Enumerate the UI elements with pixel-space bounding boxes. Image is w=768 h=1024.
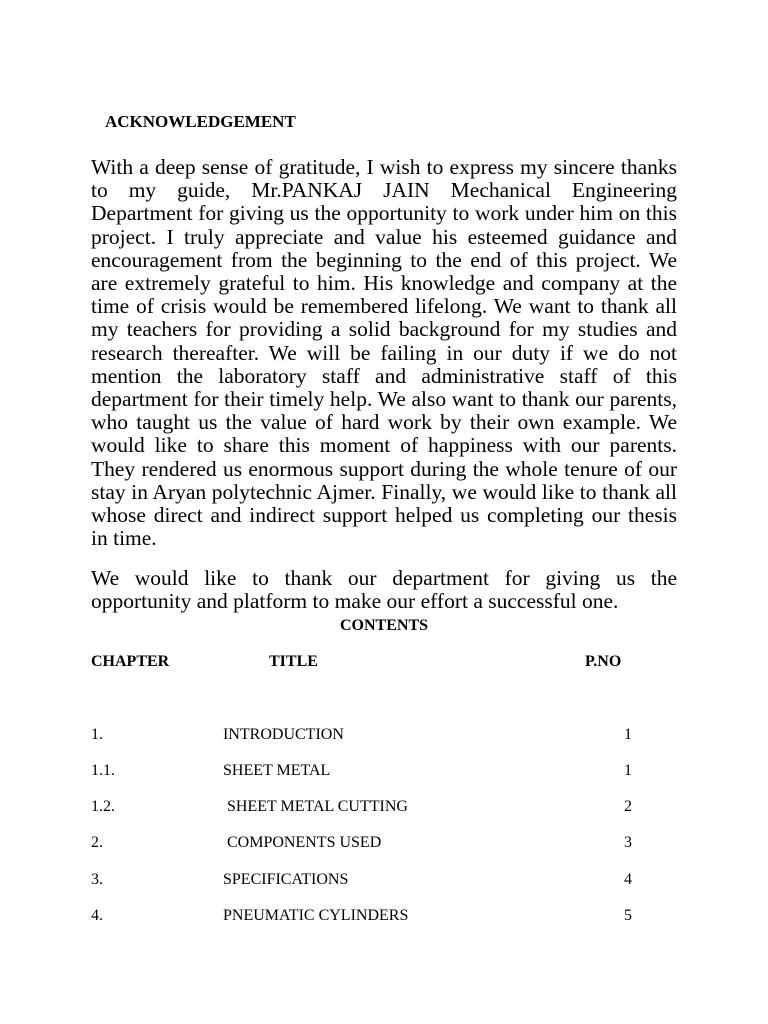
toc-page-number: 5 (624, 907, 632, 924)
toc-chapter-title: COMPONENTS USED (223, 834, 382, 851)
acknowledgement-heading: ACKNOWLEDGEMENT (105, 112, 296, 131)
toc-chapter-number: 4. (91, 907, 103, 924)
toc-page-number: 4 (624, 871, 632, 888)
toc-chapter-number: 1.2. (91, 798, 115, 815)
toc-page-number: 3 (624, 834, 632, 851)
toc-chapter-title: SHEET METAL (223, 762, 331, 779)
acknowledgement-paragraph-2: We would like to thank our department for giving us the opportunity and platform to make our effort a successful one. (91, 566, 677, 614)
toc-chapter-number: 2. (91, 834, 103, 851)
toc-chapter-title: SPECIFICATIONS (223, 871, 349, 888)
toc-header-page: P.NO (585, 653, 622, 670)
toc-chapter-number: 1.1. (91, 762, 115, 779)
toc-page-number: 1 (624, 726, 632, 743)
contents-title: CONTENTS (339, 617, 429, 634)
toc-header-chapter: CHAPTER (91, 653, 170, 670)
acknowledgement-paragraph-1: With a deep sense of gratitude, I wish to express my sincere thanks to my guide, Mr.PANKAJ JAIN Mechanical Engineering Department for giving us the opportunity to work under him on this project. I truly appreciate and value his esteemed guidance and encouragement from the beginning to the end of this project. We are extremely grateful to him. His knowledge and company at the time of crisis would be remembered lifelong. We want to thank all my teachers for providing a solid background for my studies and research thereafter. We will be failing in our duty if we do not mention the laboratory staff and administrative staff of this department for their timely help. We also want to thank our parents, who taught us the value of hard work by their own example. We would like to share this moment of happiness with our parents. They rendered us enormous support during the whole tenure of our stay in Aryan polytechnic Ajmer. Finally, we would like to thank all whose direct and indirect support helped us completing our thesis in time. (91, 155, 677, 551)
toc-page-number: 2 (624, 798, 632, 815)
toc-chapter-number: 1. (91, 726, 103, 743)
toc-chapter-title: INTRODUCTION (223, 726, 344, 743)
toc-chapter-title: PNEUMATIC CYLINDERS (223, 907, 409, 924)
toc-chapter-title: SHEET METAL CUTTING (223, 798, 408, 815)
toc-header-title: TITLE (269, 653, 318, 670)
toc-chapter-number: 3. (91, 871, 103, 888)
toc-page-number: 1 (624, 762, 632, 779)
